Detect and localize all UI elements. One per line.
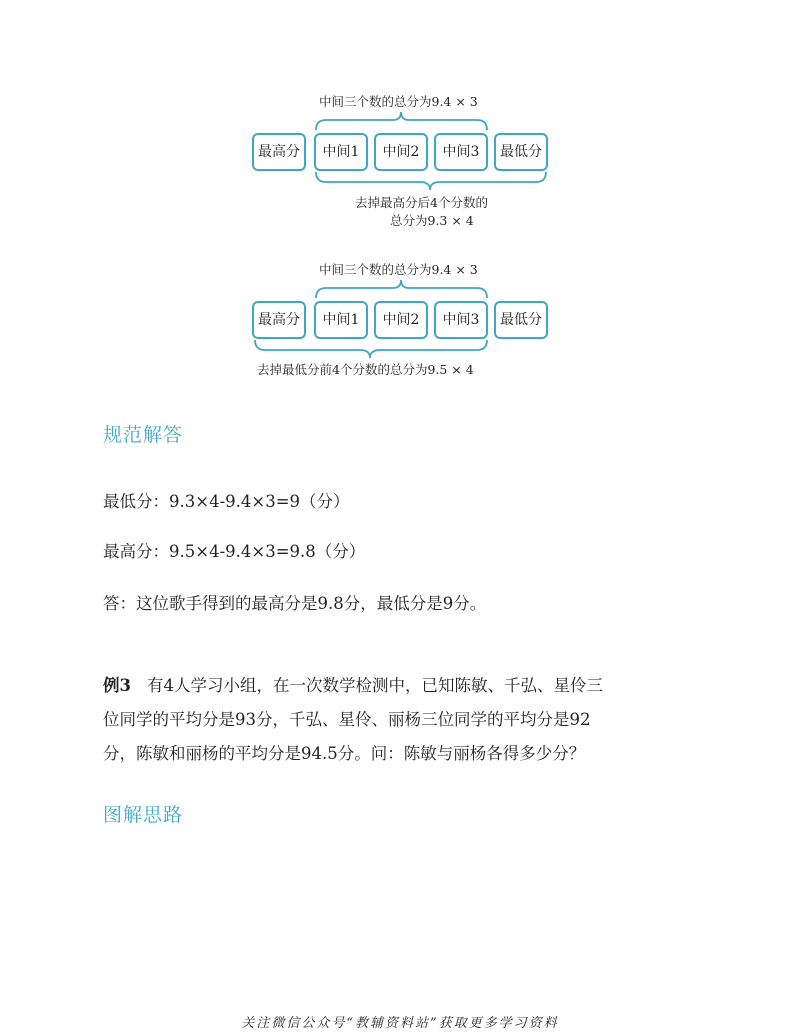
bottom-brace: [255, 340, 487, 358]
illustration-heading: 图解思路: [103, 804, 184, 826]
example3-line-3: 分，陈敏和丽杨的平均分是94.5分。问：陈敏与丽杨各得多少分？: [103, 744, 586, 763]
top-brace: [316, 112, 487, 130]
diagram1-bottom-label-2: 总分为9.3 × 4: [390, 213, 474, 228]
box-middle-3: 中间3: [434, 301, 488, 339]
example3-line-2: 位同学的平均分是93分，千弘、星伶、丽杨三位同学的平均分是92: [103, 710, 591, 729]
diagram-highest-removed: [0, 90, 800, 240]
example3-line-1: [103, 672, 603, 696]
example3-text-1: 有4人学习小组，在一次数学检测中，已知陈敏、千弘、星伶三: [146, 676, 603, 695]
box-highest: 最高分: [252, 133, 306, 171]
box-lowest: 最低分: [494, 301, 548, 339]
box-highest: 最高分: [252, 301, 306, 339]
diagram-lowest-removed: [0, 258, 800, 388]
solution-heading: 规范解答: [103, 424, 184, 446]
box-middle-2: 中间2: [374, 133, 428, 171]
diagram2-top-label: 中间三个数的总分为9.4 × 3: [319, 262, 478, 277]
bottom-brace: [316, 172, 546, 190]
solution-line-lowest: 最低分：9.3×4-9.4×3=9（分）: [103, 492, 350, 511]
solution-answer: 答：这位歌手得到的最高分是9.8分，最低分是9分。: [103, 594, 487, 613]
solution-line-highest: 最高分：9.5×4-9.4×3=9.8（分）: [103, 542, 366, 561]
diagram1-bottom-label-1: 去掉最高分后4个分数的: [355, 195, 488, 210]
top-brace: [316, 280, 487, 298]
box-middle-2: 中间2: [374, 301, 428, 339]
footer-watermark: 关注微信公众号“教辅资料站”获取更多学习资料: [241, 1016, 559, 1031]
box-middle-3: 中间3: [434, 133, 488, 171]
diagram2-bottom-label: 去掉最低分前4个分数的总分为9.5 × 4: [257, 362, 474, 377]
diagram1-top-label: 中间三个数的总分为9.4 × 3: [319, 94, 478, 109]
box-middle-1: 中间1: [314, 301, 368, 339]
box-middle-1: 中间1: [314, 133, 368, 171]
box-lowest: 最低分: [494, 133, 548, 171]
example3-label: 例3: [103, 676, 131, 695]
